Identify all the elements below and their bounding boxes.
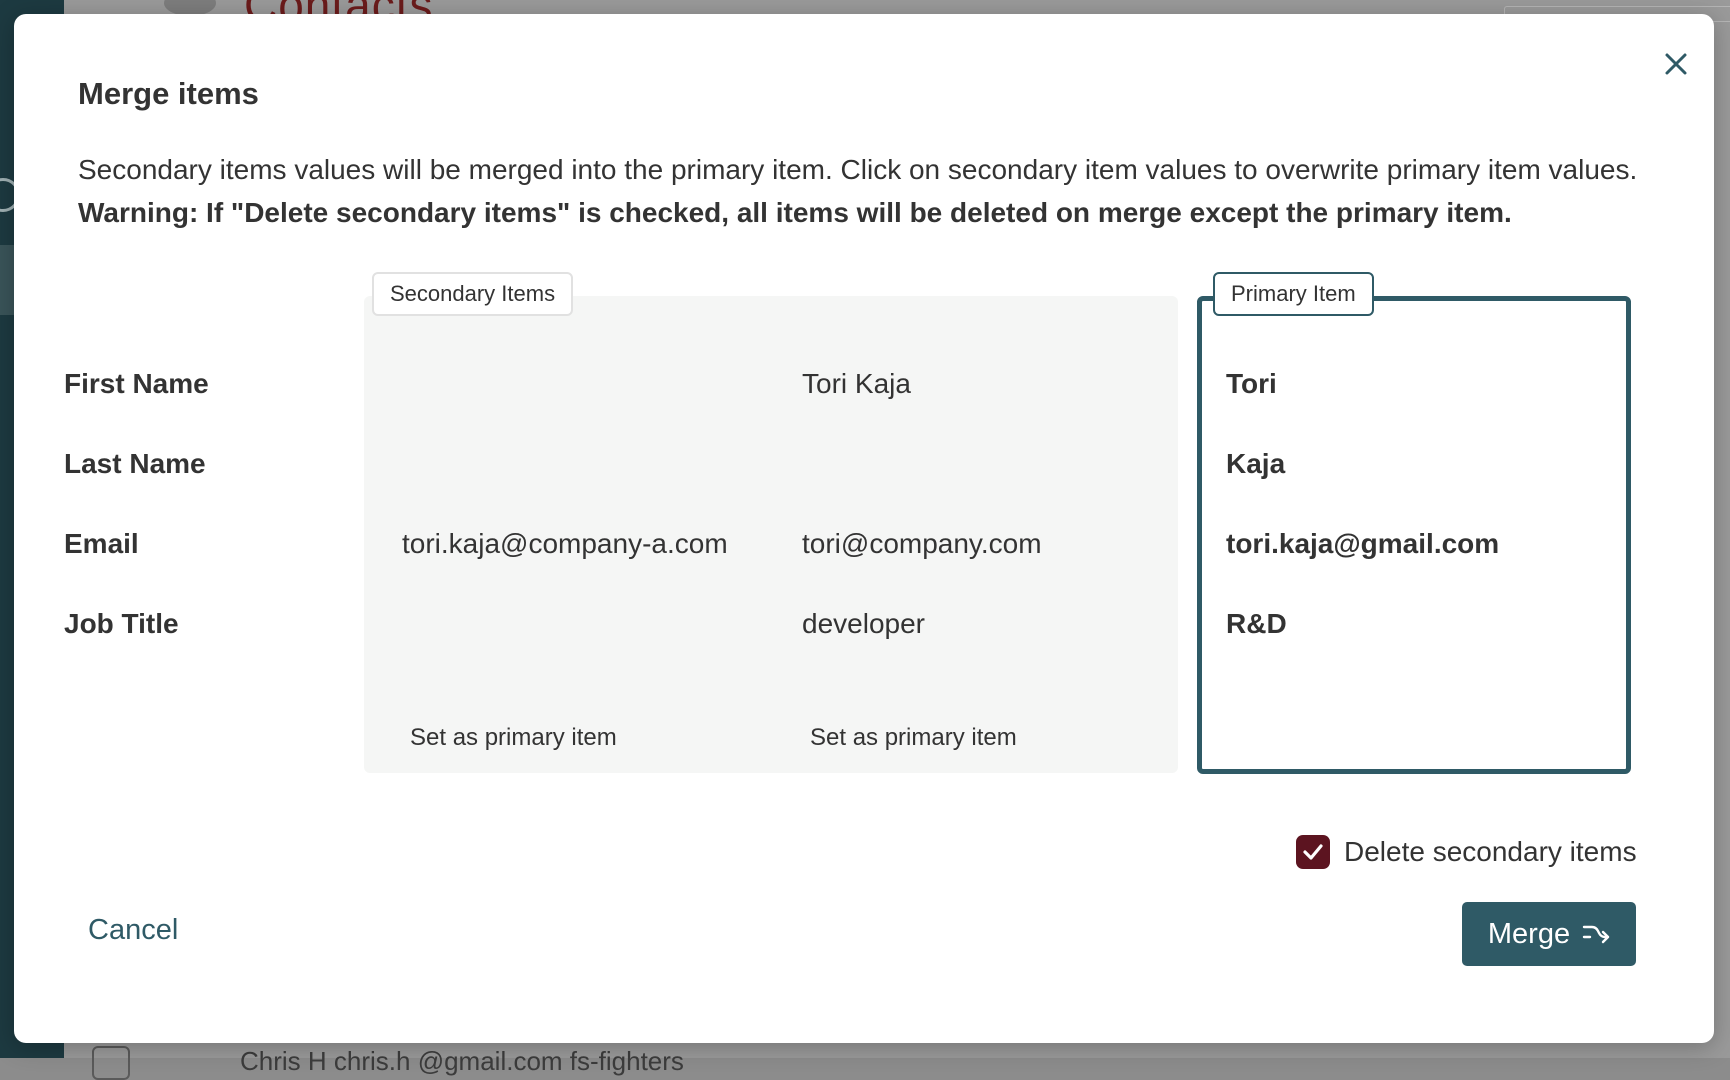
close-icon xyxy=(1664,52,1688,76)
background-table-row xyxy=(92,1046,684,1080)
secondary-items-tag: Secondary Items xyxy=(372,272,573,316)
primary-last-name: Kaja xyxy=(1226,448,1286,479)
field-label-first-name: First Name xyxy=(64,368,209,399)
background-row-text: Chris H chris.h @gmail.com fs-fighters xyxy=(240,1046,684,1076)
merge-button-label: Merge xyxy=(1487,917,1571,950)
delete-secondary-checkbox[interactable] xyxy=(1296,835,1330,869)
field-label-job-title: Job Title xyxy=(64,608,179,639)
warning-text: Warning: If "Delete secondary items" is checked, all items will be deleted on merge except the primary item. xyxy=(78,197,1512,228)
primary-job-title: R&D xyxy=(1226,608,1287,639)
field-label-last-name: Last Name xyxy=(64,448,206,479)
secondary-2-email[interactable]: tori@company.com xyxy=(802,528,1042,559)
secondary-2-job-title[interactable]: developer xyxy=(802,608,925,639)
primary-item-tag: Primary Item xyxy=(1213,272,1374,316)
description-text: Secondary items values will be merged into the primary item. Click on secondary item values to overwrite primary item values. xyxy=(78,154,1638,185)
merge-button[interactable] xyxy=(1462,902,1636,966)
background-nav-item xyxy=(0,245,14,315)
checkmark-icon xyxy=(1302,841,1324,863)
delete-secondary-toggle[interactable] xyxy=(1296,832,1637,872)
field-label-email: Email xyxy=(64,528,139,559)
set-as-primary-button[interactable]: Set as primary item xyxy=(410,724,617,751)
merge-icon xyxy=(1582,923,1610,945)
dialog-title: Merge items xyxy=(78,76,259,111)
set-as-primary-button[interactable]: Set as primary item xyxy=(810,724,1017,751)
cancel-button[interactable]: Cancel xyxy=(88,914,179,946)
secondary-2-first-name[interactable]: Tori Kaja xyxy=(802,368,911,399)
secondary-1-email[interactable]: tori.kaja@company-a.com xyxy=(402,528,728,559)
close-button[interactable] xyxy=(1654,42,1698,86)
primary-email: tori.kaja@gmail.com xyxy=(1226,528,1500,559)
primary-first-name: Tori xyxy=(1226,368,1277,399)
dialog-description xyxy=(78,148,1678,234)
background-row-checkbox xyxy=(92,1046,130,1080)
delete-secondary-label: Delete secondary items xyxy=(1344,836,1637,867)
